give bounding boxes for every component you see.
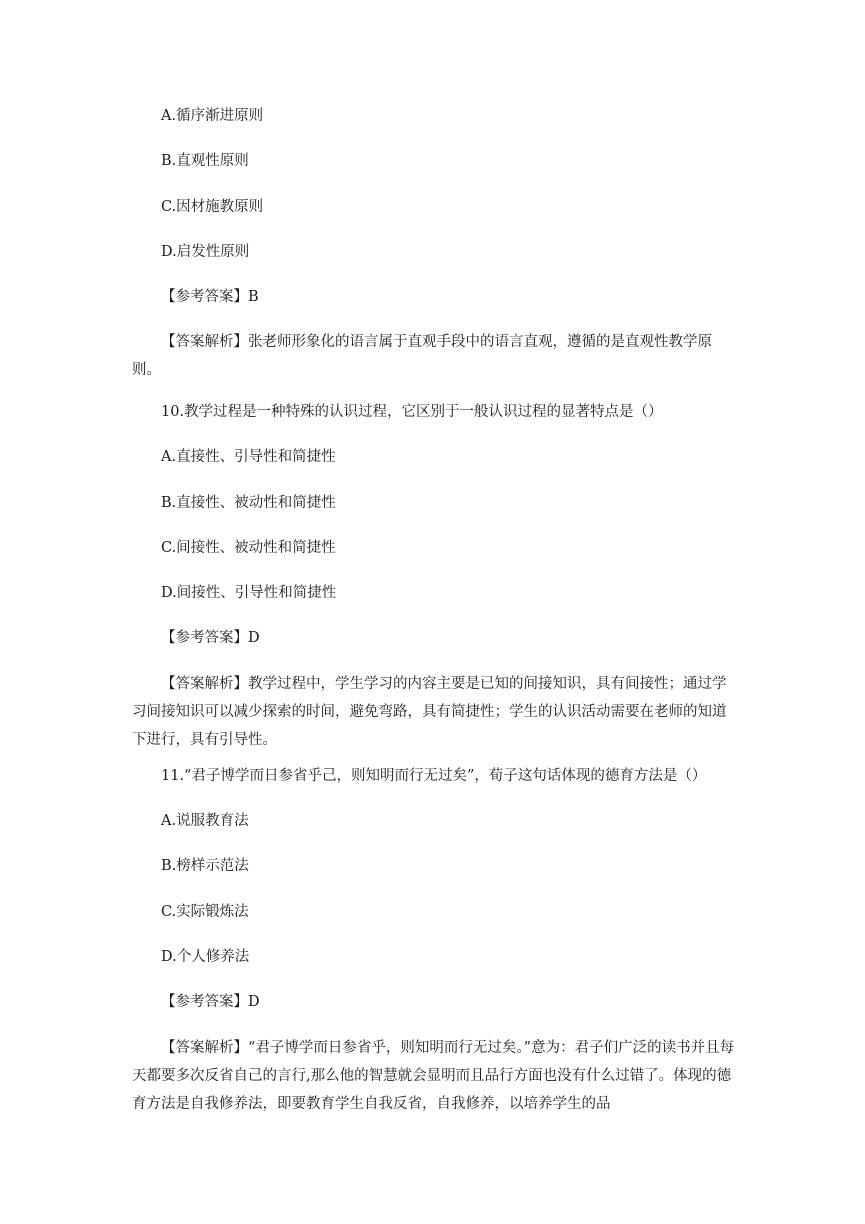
q9-option-c: C.因材施教原则 (161, 199, 264, 215)
q11-option-a: A.说服教育法 (161, 813, 249, 829)
q9-option-a: A.循序渐进原则 (161, 108, 264, 124)
q10-option-a: A.直接性、引导性和简捷性 (161, 449, 336, 465)
q11-analysis: 【答案解析】“君子博学而日参省乎，则知明而行无过矣。”意为：君子们广泛的读书并且每天都要多次反省自己的言行,那么他的智慧就会显明而且品行方面也没有什么过错了。体现的德育方法是自我修养法，即要教育学生自我反省，自我修养，以培养学生的品 (132, 1040, 735, 1112)
q10-option-b: B.直接性、被动性和简捷性 (161, 495, 336, 511)
q9-answer: 【参考答案】B (161, 289, 259, 305)
q10-option-d: D.间接性、引导性和简捷性 (161, 585, 337, 601)
q10-question: 10.教学过程是一种特殊的认识过程，它区别于一般认识过程的显著特点是（） (161, 404, 663, 420)
q11-answer: 【参考答案】D (161, 994, 260, 1010)
q9-analysis: 【答案解析】张老师形象化的语言属于直观手段中的语言直观，遵循的是直观性教学原则。 (132, 334, 712, 378)
q10-analysis: 【答案解析】教学过程中，学生学习的内容主要是已知的间接知识，具有间接性；通过学习间接知识可以减少探索的时间，避免弯路，具有简捷性；学生的认识活动需要在老师的知道下进行，具有引导性。 (132, 676, 727, 748)
q9-option-d: D.启发性原则 (161, 244, 250, 260)
q11-question: 11.“君子博学而日参省乎己，则知明而行无过矣”，荀子这句话体现的德育方法是（） (161, 768, 707, 784)
q11-option-c: C.实际锻炼法 (161, 904, 249, 920)
q10-option-c: C.间接性、被动性和简捷性 (161, 540, 336, 556)
q10-answer: 【参考答案】D (161, 630, 260, 646)
q11-option-d: D.个人修养法 (161, 949, 250, 965)
q9-option-b: B.直观性原则 (161, 153, 249, 169)
q11-option-b: B.榜样示范法 (161, 858, 249, 874)
